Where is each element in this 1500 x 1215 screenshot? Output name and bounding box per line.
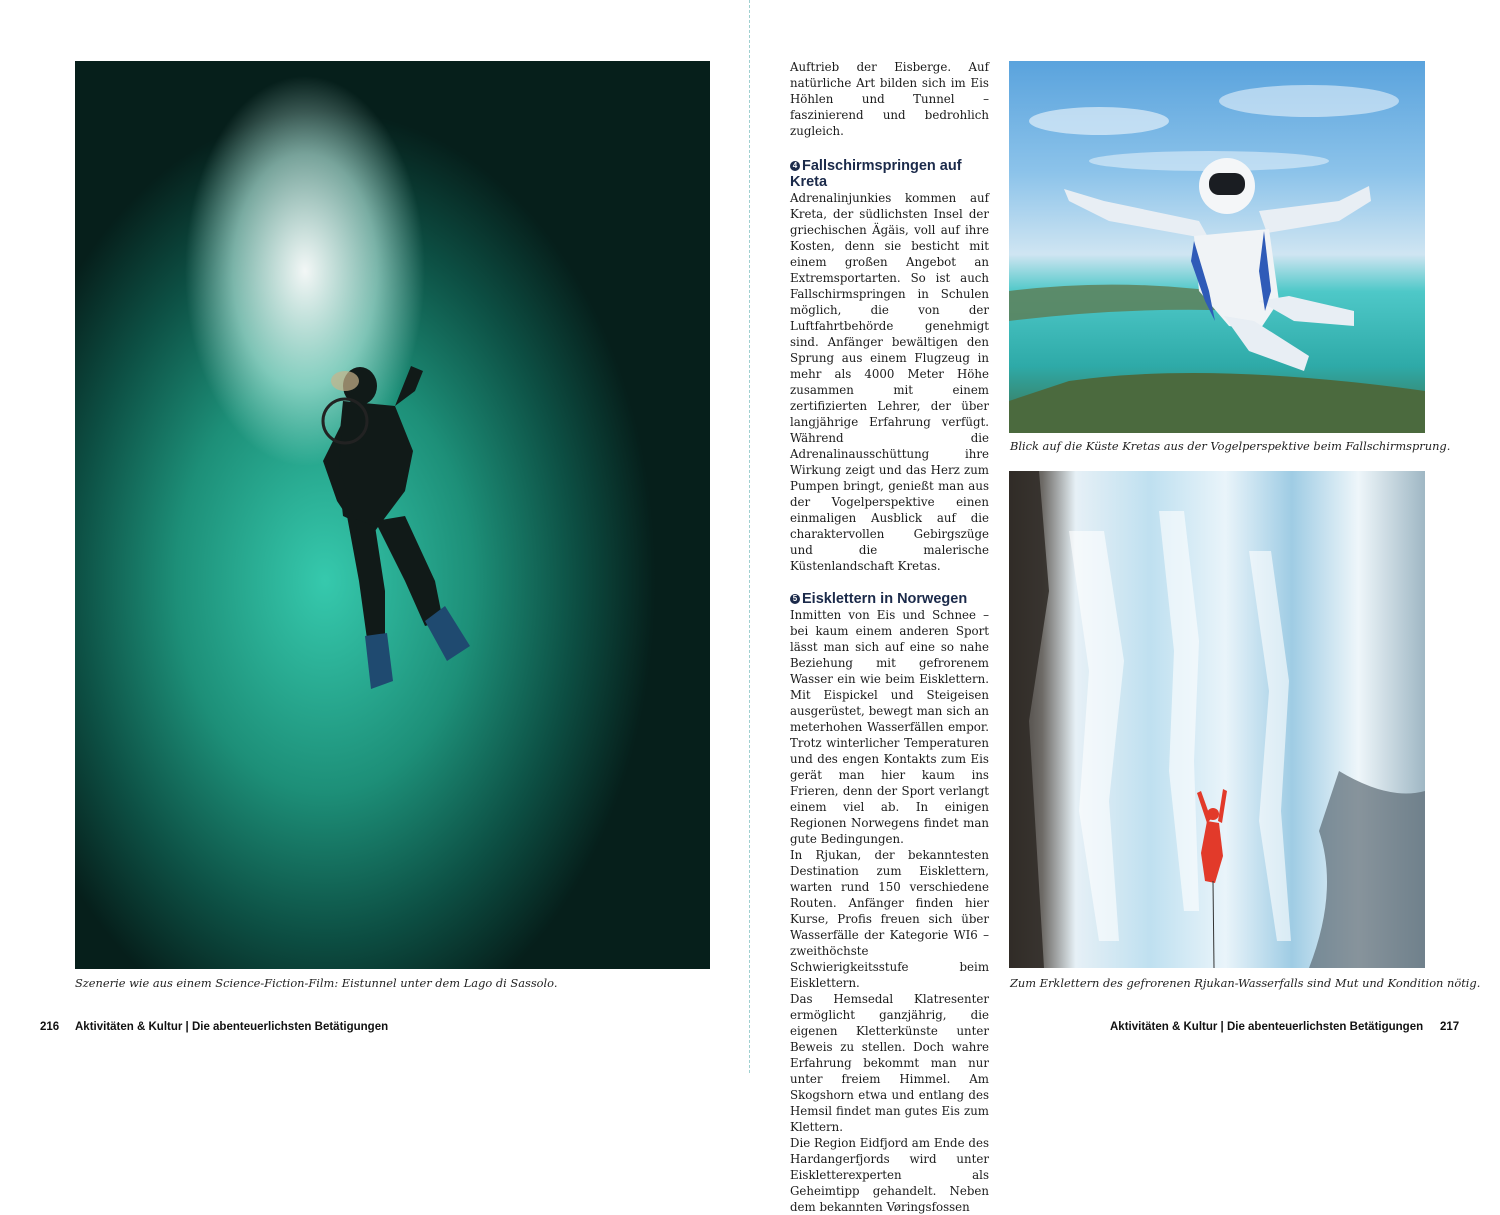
section-5-number: 5 (790, 594, 800, 604)
page-number-left: 216 (40, 1021, 60, 1033)
running-head-right: Aktivitäten & Kultur | Die abenteuerlichsten Betätigungen (1110, 1021, 1424, 1033)
ice-photo-caption: Zum Erklettern des gefrorenen Rjukan-Wasserfalls sind Mut und Kondition nötig. (1010, 976, 1481, 990)
skydiver-crete-photo (1009, 61, 1425, 433)
ice-climber-figure (1009, 471, 1425, 968)
skydiver-figure (1009, 61, 1425, 433)
section-4-heading (790, 158, 989, 190)
section-4-number: 4 (790, 161, 800, 171)
intro-paragraph: Auftrieb der Eisberge. Auf natürliche Art bilden sich im Eis Höhlen und Tunnel – faszinierend und bedrohlich zugleich. (790, 60, 989, 138)
section-5-title: Eisklettern in Norwegen (802, 591, 968, 607)
ice-climbing-rjukan-photo (1009, 471, 1425, 968)
page-number-right: 217 (1440, 1021, 1460, 1033)
section-4-title: Fallschirmspringen auf Kreta (790, 158, 962, 190)
section-5-paragraph-2: In Rjukan, der bekanntesten Destination zum Eisklettern, warten rund 150 verschiedene Routen. Anfänger finden hier Kurse, Profis freuen sich über Wasserfälle der Kategorie WI6 – zweithöchste Schwierigkeitsstufe beim Eisklettern. (790, 848, 989, 990)
section-5-heading (790, 591, 989, 607)
spread-gutter (749, 0, 750, 1073)
section-5-paragraph-4: Die Region Eidfjord am Ende des Hardangerfjords wird unter Eiskletterexperten als Geheimtipp gehandelt. Neben dem bekannten Vøringsfossen (790, 1136, 989, 1214)
running-head-left: Aktivitäten & Kultur | Die abenteuerlichsten Betätigungen (75, 1021, 389, 1033)
diver-photo-caption: Szenerie wie aus einem Science-Fiction-Film: Eistunnel unter dem Lago di Sassolo. (75, 976, 558, 990)
ice-tunnel-diver-photo (75, 61, 710, 969)
skydive-photo-caption: Blick auf die Küste Kretas aus der Vogelperspektive beim Fallschirmsprung. (1010, 439, 1451, 453)
section-5-paragraph-3: Das Hemsedal Klatresenter ermöglicht ganzjährig, die eigenen Kletterkünste unter Beweis zu stellen. Doch wahre Erfahrung bekommt man nur unter freiem Himmel. Am Skogshorn etwa und entlang des Hemsil findet man gutes Eis zum Klettern. (790, 992, 989, 1134)
section-5-paragraph-1: Inmitten von Eis und Schnee – bei kaum einem anderen Sport lässt man sich auf eine so nahe Beziehung mit gefrorenem Wasser ein wie beim Eisklettern. Mit Eispickel und Steigeisen ausgerüstet, bewegt man sich an meterhohen Wasserfällen empor. Trotz winterlicher Temperaturen und des engen Kontakts zum Eis gerät man hier kaum ins Frieren, denn der Sport verlangt einem viel ab. In einigen Regionen Norwegens findet man gute Bedingungen. (790, 608, 989, 846)
article-column (790, 59, 989, 1215)
diver-silhouette (75, 61, 710, 969)
section-4-paragraph: Adrenalinjunkies kommen auf Kreta, der südlichsten Insel der griechischen Ägäis, voll auf ihre Kosten, denn sie besticht mit einem großen Angebot an Extremsportarten. So ist auch Fallschirmspringen in Schulen möglich, die von der Luftfahrtbehörde genehmigt sind. Anfänger bewältigen den Sprung aus einem Flugzeug in mehr als 4000 Meter Höhe zusammen mit einem zertifizierten Lehrer, der über langjährige Erfahrung verfügt. Während die Adrenalinausschüttung ihre Wirkung zeigt und das Herz zum Pumpen bringt, genießt man aus der Vogelperspektive einen einmaligen Ausblick auf die charaktervollen Gebirgszüge und die malerische Küstenlandschaft Kretas. (790, 191, 989, 573)
